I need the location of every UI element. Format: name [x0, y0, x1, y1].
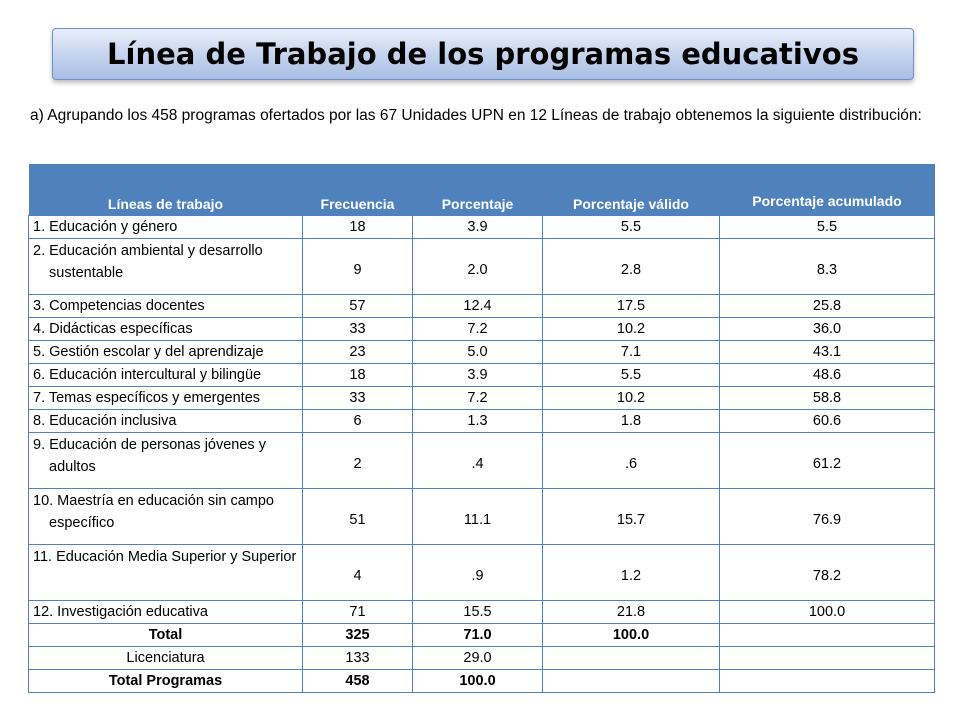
row-cum: 48.6 — [720, 364, 935, 387]
page-title: Línea de Trabajo de los programas educativos — [107, 37, 859, 71]
data-table — [28, 164, 935, 693]
row-name: 12. Investigación educativa — [29, 601, 303, 624]
row-freq: 18 — [303, 216, 413, 239]
row-cum: 61.2 — [720, 433, 935, 489]
row-freq: 2 — [303, 433, 413, 489]
row-name: 5. Gestión escolar y del aprendizaje — [29, 341, 303, 364]
row-pct: 11.1 — [413, 489, 543, 545]
row-valid: 10.2 — [543, 318, 720, 341]
total-programas-pct: 100.0 — [413, 670, 543, 693]
row-pct: 1.3 — [413, 410, 543, 433]
licenciatura-cum-empty — [720, 647, 935, 670]
row-valid: 2.8 — [543, 239, 720, 295]
row-name: 1. Educación y género — [29, 216, 303, 239]
row-cum: 36.0 — [720, 318, 935, 341]
row-valid: 1.2 — [543, 545, 720, 601]
header-porcentaje-valido: Porcentaje válido — [543, 164, 720, 216]
total-programas-freq: 458 — [303, 670, 413, 693]
total-cum-empty — [720, 624, 935, 647]
table-row — [29, 364, 935, 387]
row-cum: 8.3 — [720, 239, 935, 295]
row-pct: .9 — [413, 545, 543, 601]
row-freq: 23 — [303, 341, 413, 364]
table-row — [29, 341, 935, 364]
table-row — [29, 545, 935, 601]
table-row — [29, 318, 935, 341]
row-name: 8. Educación inclusiva — [29, 410, 303, 433]
row-freq: 33 — [303, 318, 413, 341]
table-row — [29, 216, 935, 239]
row-pct: 12.4 — [413, 295, 543, 318]
total-freq: 325 — [303, 624, 413, 647]
licenciatura-label: Licenciatura — [29, 647, 303, 670]
row-pct: .4 — [413, 433, 543, 489]
row-cum: 78.2 — [720, 545, 935, 601]
total-programas-cum-empty — [720, 670, 935, 693]
row-pct: 3.9 — [413, 216, 543, 239]
total-valid: 100.0 — [543, 624, 720, 647]
table-row — [29, 410, 935, 433]
row-pct: 7.2 — [413, 318, 543, 341]
row-valid: 5.5 — [543, 216, 720, 239]
header-lineas: Líneas de trabajo — [29, 164, 303, 216]
row-valid: 10.2 — [543, 387, 720, 410]
table-row — [29, 433, 935, 489]
licenciatura-valid-empty — [543, 647, 720, 670]
row-cum: 60.6 — [720, 410, 935, 433]
header-frecuencia: Frecuencia — [303, 164, 413, 216]
row-freq: 18 — [303, 364, 413, 387]
row-valid: 17.5 — [543, 295, 720, 318]
table-row — [29, 239, 935, 295]
row-freq: 6 — [303, 410, 413, 433]
row-pct: 7.2 — [413, 387, 543, 410]
header-row — [29, 164, 935, 216]
row-cum: 76.9 — [720, 489, 935, 545]
row-freq: 33 — [303, 387, 413, 410]
total-programas-valid-empty — [543, 670, 720, 693]
row-freq: 57 — [303, 295, 413, 318]
row-cum: 58.8 — [720, 387, 935, 410]
row-freq: 51 — [303, 489, 413, 545]
licenciatura-freq: 133 — [303, 647, 413, 670]
row-valid: 7.1 — [543, 341, 720, 364]
row-name: 7. Temas específicos y emergentes — [29, 387, 303, 410]
row-cum: 100.0 — [720, 601, 935, 624]
row-pct: 3.9 — [413, 364, 543, 387]
row-cum: 5.5 — [720, 216, 935, 239]
row-name: 6. Educación intercultural y bilingüe — [29, 364, 303, 387]
row-valid: 1.8 — [543, 410, 720, 433]
row-name: 3. Competencias docentes — [29, 295, 303, 318]
table-row — [29, 295, 935, 318]
row-freq: 71 — [303, 601, 413, 624]
licenciatura-pct: 29.0 — [413, 647, 543, 670]
row-pct: 2.0 — [413, 239, 543, 295]
table-row — [29, 489, 935, 545]
row-pct: 5.0 — [413, 341, 543, 364]
total-row — [29, 624, 935, 647]
row-name: 4. Didácticas específicas — [29, 318, 303, 341]
row-pct: 15.5 — [413, 601, 543, 624]
row-valid: 5.5 — [543, 364, 720, 387]
row-cum: 43.1 — [720, 341, 935, 364]
table-row — [29, 601, 935, 624]
header-porcentaje-acumulado: Porcentaje acumulado — [720, 164, 935, 216]
total-programas-label: Total Programas — [29, 670, 303, 693]
licenciatura-row — [29, 647, 935, 670]
total-pct: 71.0 — [413, 624, 543, 647]
total-label: Total — [29, 624, 303, 647]
row-freq: 4 — [303, 545, 413, 601]
row-name: 2. Educación ambiental y desarrollo sustentable — [33, 243, 263, 281]
table-row — [29, 387, 935, 410]
header-porcentaje: Porcentaje — [413, 164, 543, 216]
row-name: 11. Educación Media Superior y Superior — [33, 549, 297, 565]
row-valid: 21.8 — [543, 601, 720, 624]
row-valid: .6 — [543, 433, 720, 489]
row-cum: 25.8 — [720, 295, 935, 318]
row-freq: 9 — [303, 239, 413, 295]
row-name: 9. Educación de personas jóvenes y adultos — [33, 437, 266, 475]
row-name: 10. Maestría en educación sin campo específico — [33, 493, 274, 531]
row-valid: 15.7 — [543, 489, 720, 545]
total-programas-row — [29, 670, 935, 693]
title-banner — [52, 28, 914, 80]
intro-text: a) Agrupando los 458 programas ofertados por las 67 Unidades UPN en 12 Líneas de trabajo obtenemos la siguiente distribución: — [30, 107, 922, 124]
